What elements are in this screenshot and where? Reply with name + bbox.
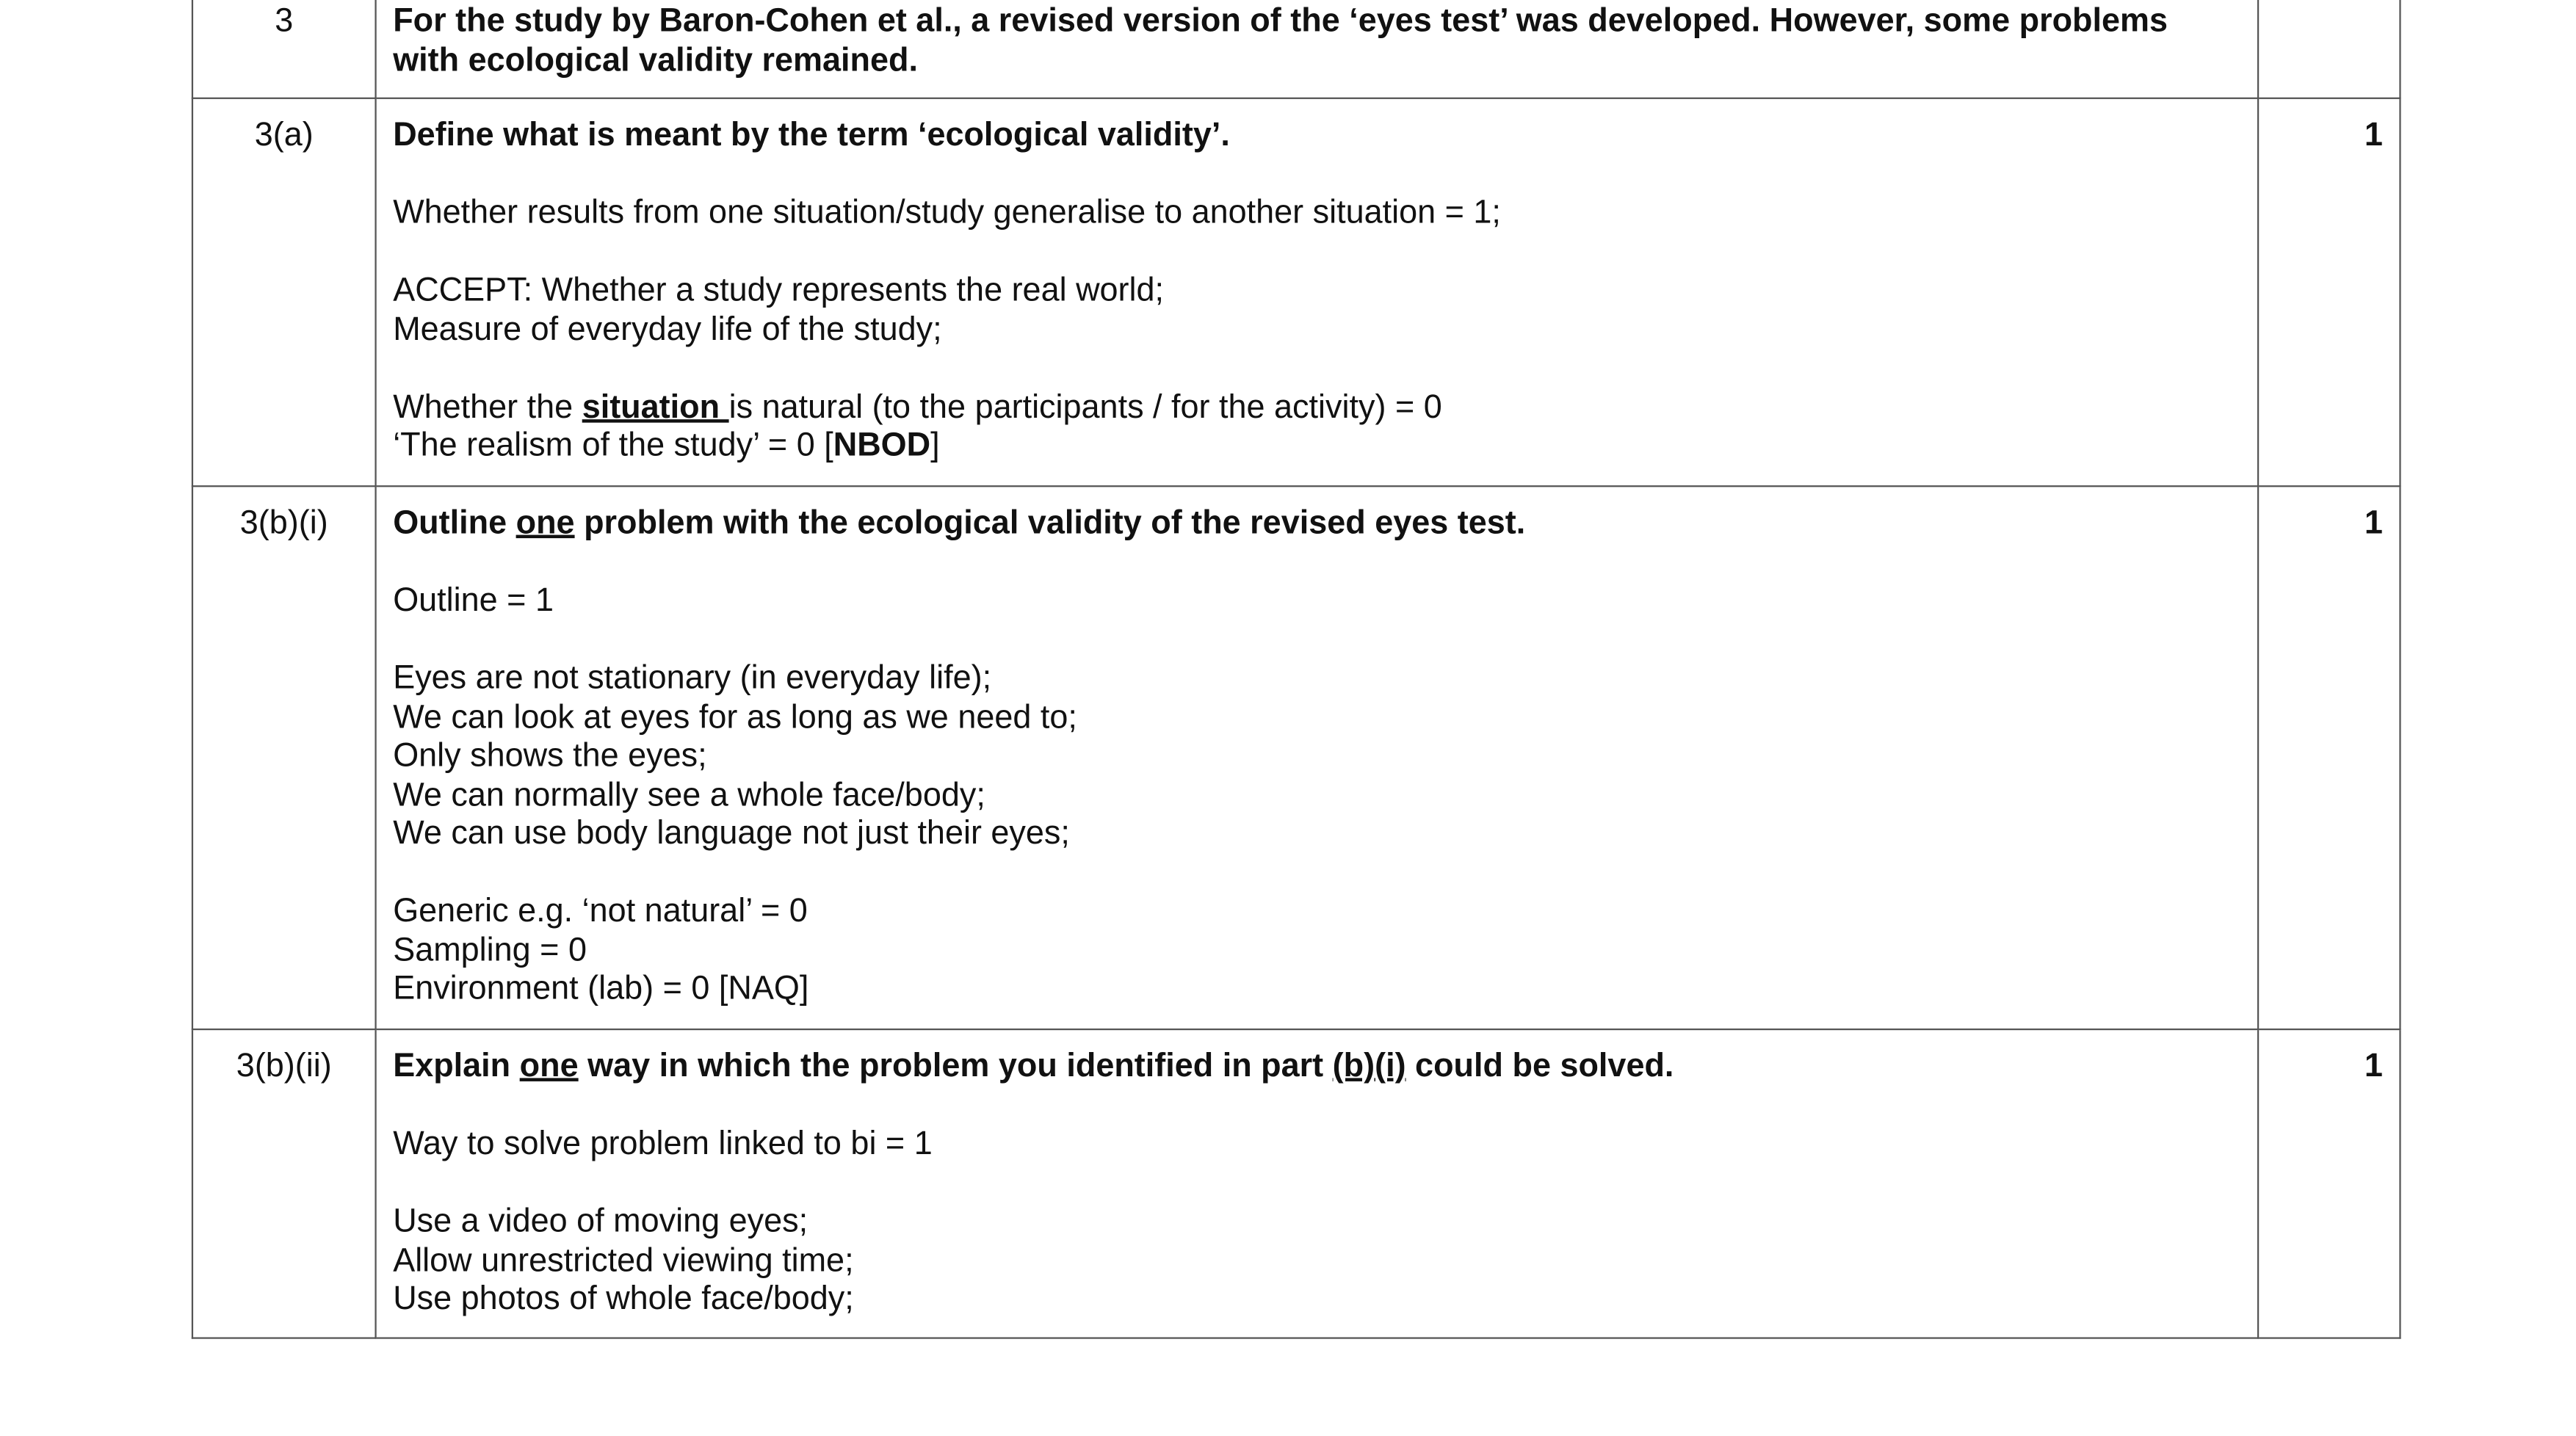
answer-line: We can use body language not just their eyes; <box>393 815 1070 852</box>
zero-mark-answers <box>393 893 2240 1010</box>
creditworthy-answer: Outline = 1 <box>393 582 554 620</box>
answer-line: Only shows the eyes; <box>393 738 707 775</box>
accept-answers <box>393 660 2240 854</box>
table-row <box>192 486 2400 1029</box>
zero-mark-answers <box>393 389 2240 467</box>
underlined-part-reference: (b)(i) <box>1332 1048 1406 1085</box>
question-number: 3 <box>192 0 376 98</box>
answer-line: We can normally see a whole face/body; <box>393 777 985 813</box>
bold-keyword: NBOD <box>833 427 931 464</box>
answer-line: Sampling = 0 <box>393 932 587 968</box>
answer-line: Environment (lab) = 0 [NAQ] <box>393 971 809 1007</box>
underlined-keyword: one <box>515 505 575 542</box>
question-stem <box>376 0 2259 98</box>
creditworthy-answer: Whether results from one situation/study generalise to another situation = 1; <box>393 195 1501 231</box>
answer-line: ACCEPT: Whether a study represents the real world; <box>393 272 1165 309</box>
question-number: 3(b)(ii) <box>192 1029 376 1338</box>
question-number: 3(a) <box>192 98 376 486</box>
question-text: Define what is meant by the term ‘ecological validity’. <box>393 117 1230 154</box>
answer-line: Use photos of whole face/body; <box>393 1280 854 1318</box>
answer-line: Whether the situation is natural (to the participants / for the activity) = 0 <box>393 388 1442 426</box>
answer-line: Eyes are not stationary (in everyday life); <box>393 660 992 697</box>
marks-cell: 1 <box>2258 98 2400 486</box>
accept-answers <box>393 1203 2240 1320</box>
answer-guidance <box>376 1029 2259 1338</box>
marks-cell: 1 <box>2258 1029 2400 1338</box>
underlined-keyword: situation <box>582 388 729 426</box>
answer-line: Generic e.g. ‘not natural’ = 0 <box>393 893 808 930</box>
accept-answers <box>393 272 2240 350</box>
question-text: Explain one way in which the problem you identified in part (b)(i) could be solved. <box>393 1048 1674 1085</box>
answer-line: Use a video of moving eyes; <box>393 1203 808 1240</box>
answer-line: Allow unrestricted viewing time; <box>393 1242 854 1279</box>
answer-line: ‘The realism of the study’ = 0 [NBOD] <box>393 427 940 464</box>
marks-cell <box>2258 0 2400 98</box>
answer-line: We can look at eyes for as long as we need to; <box>393 699 1077 736</box>
table-row <box>192 98 2400 486</box>
answer-guidance <box>376 486 2259 1029</box>
creditworthy-answer: Way to solve problem linked to bi = 1 <box>393 1125 933 1163</box>
question-number: 3(b)(i) <box>192 486 376 1029</box>
table-row <box>192 0 2400 98</box>
underlined-keyword: one <box>519 1048 579 1085</box>
marks-cell: 1 <box>2258 486 2400 1029</box>
question-text: Outline one problem with the ecological validity of the revised eyes test. <box>393 505 1526 542</box>
answer-guidance <box>376 98 2259 486</box>
question-stem-text: For the study by Baron-Cohen et al., a revised version of the ‘eyes test’ was developed. However, some problems with ecological validity remained. <box>393 3 2168 79</box>
mark-scheme-table <box>192 0 2401 1339</box>
answer-line: Measure of everyday life of the study; <box>393 311 942 348</box>
table-row <box>192 1029 2400 1338</box>
